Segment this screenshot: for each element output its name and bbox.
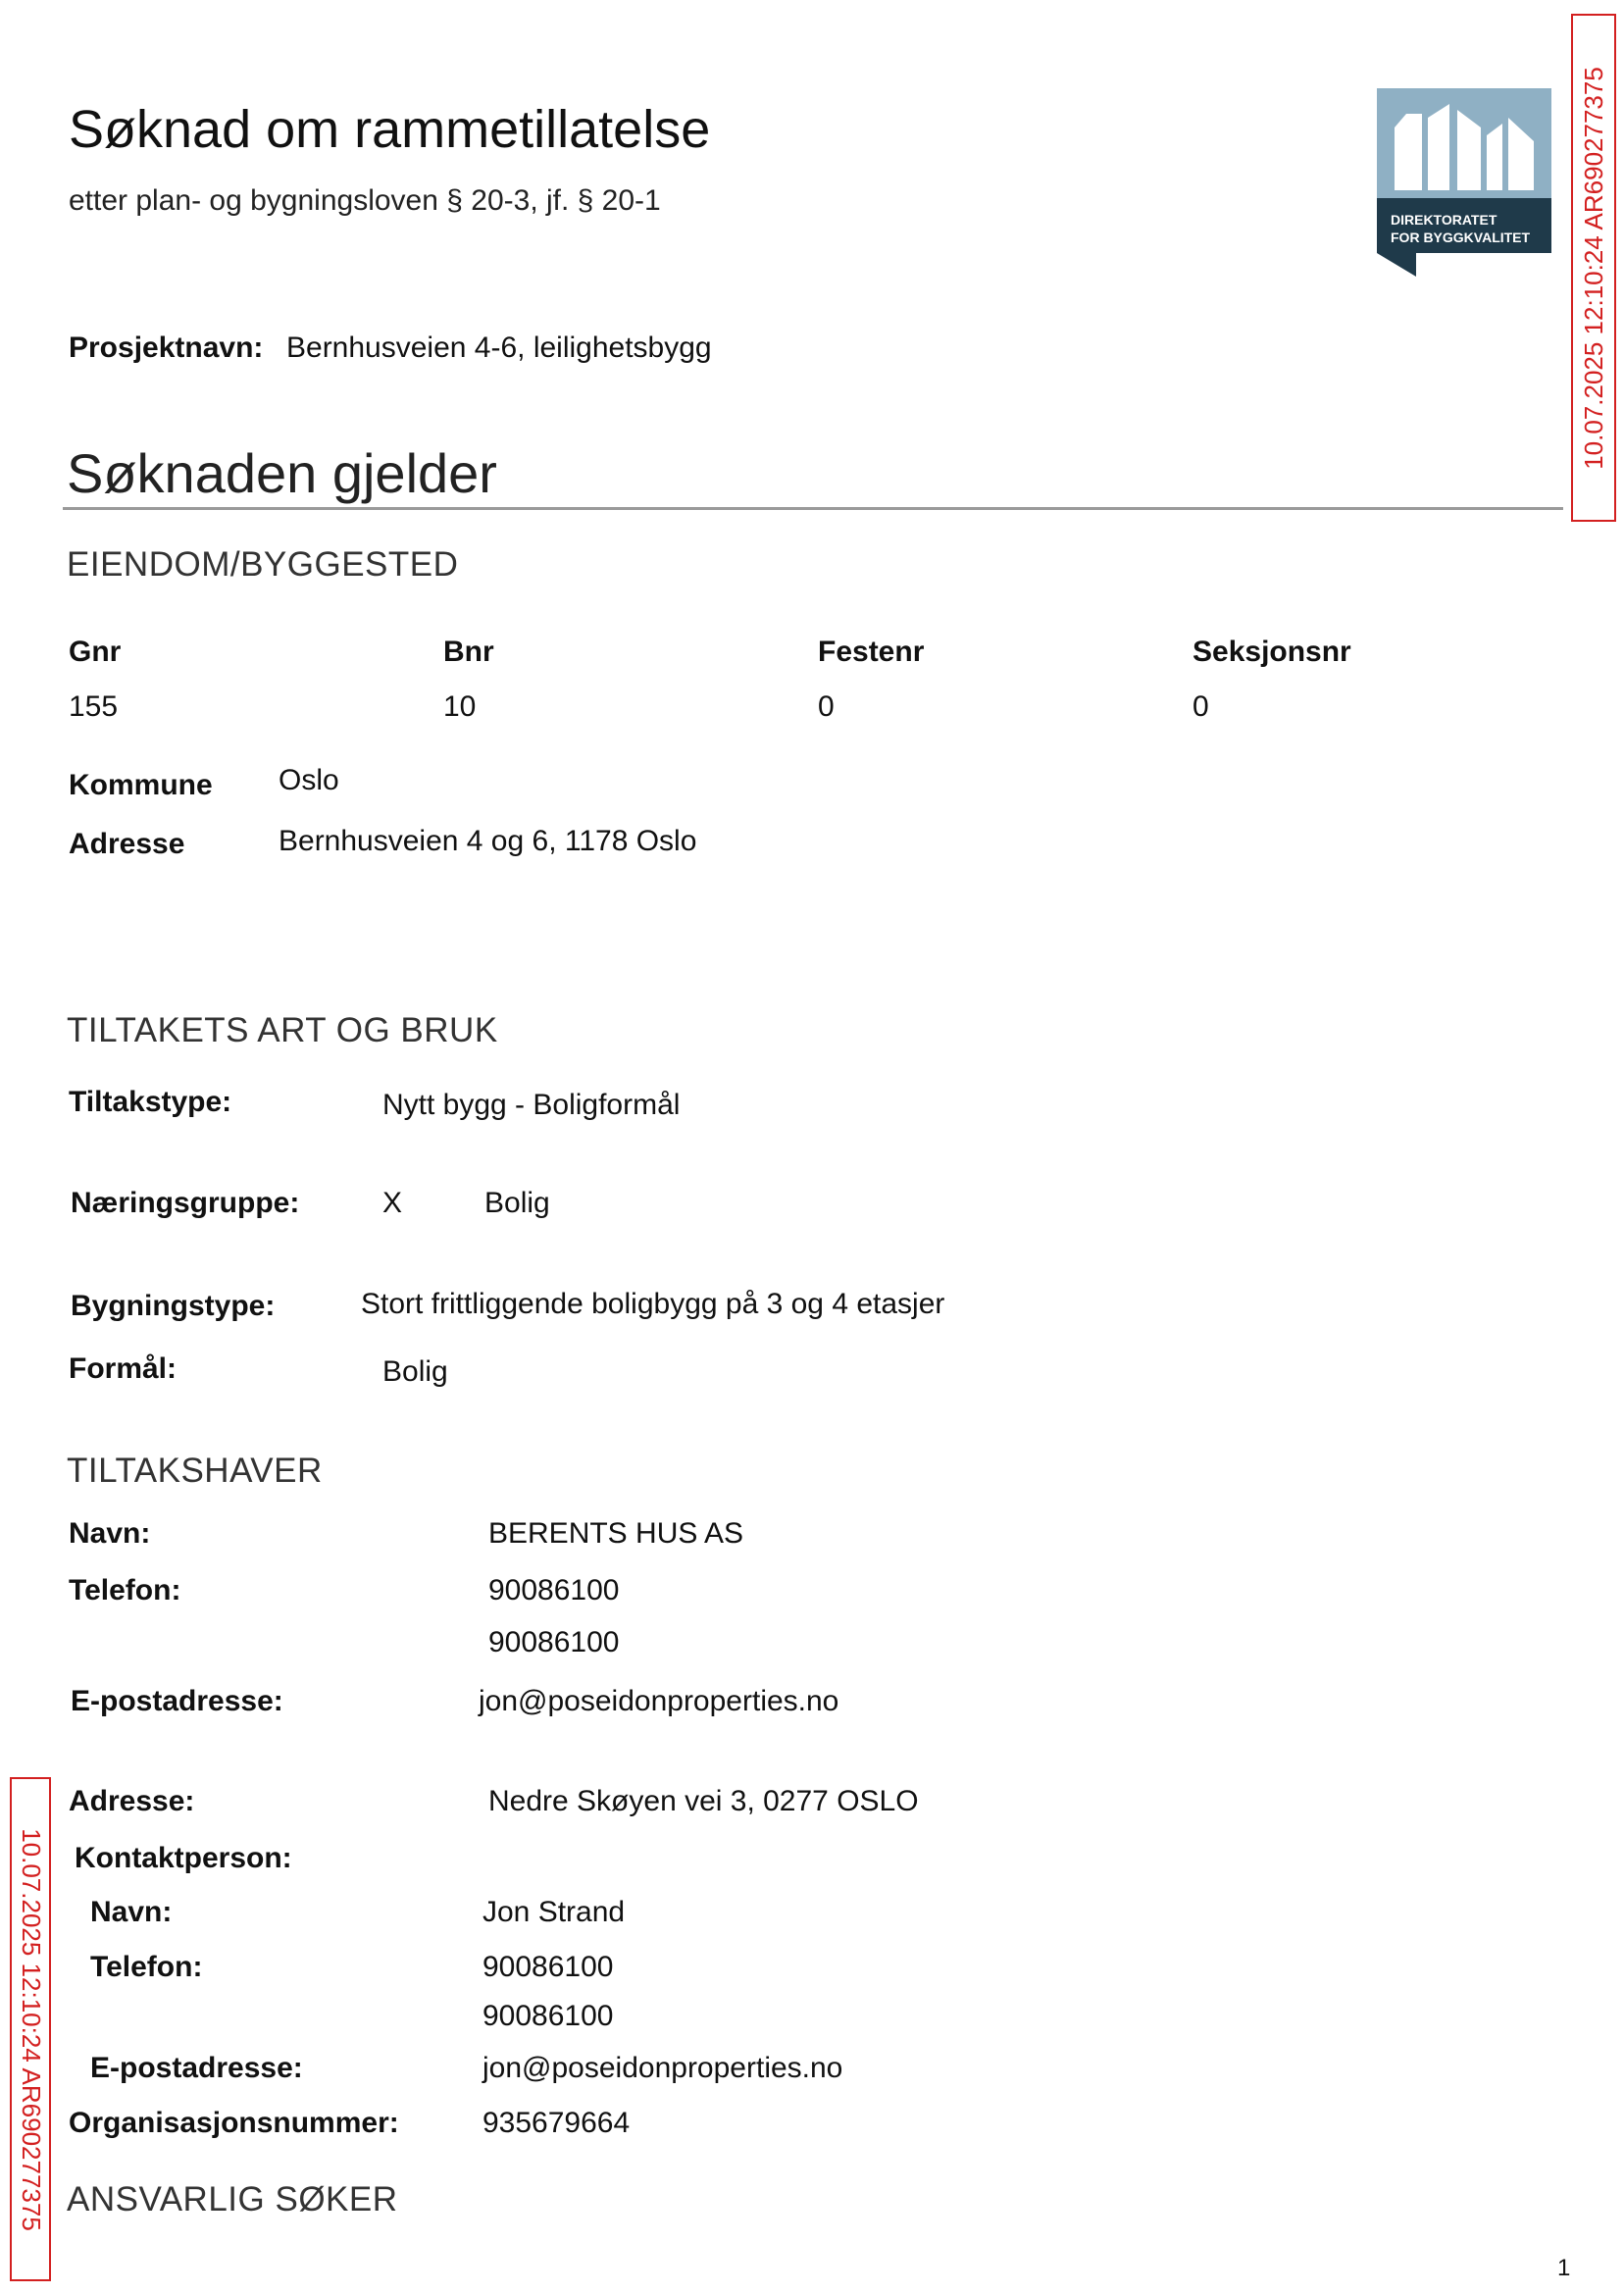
orgnr-label: Organisasjonsnummer:	[69, 2107, 399, 2139]
orgnr-value: 935679664	[482, 2107, 631, 2139]
section-divider	[63, 507, 1563, 510]
tiltakshaver-telefon1: 90086100	[488, 1574, 620, 1606]
kontakt-epost-label: E-postadresse:	[90, 2052, 303, 2084]
seksjonsnr-label: Seksjonsnr	[1193, 636, 1351, 668]
kontakt-navn-value: Jon Strand	[482, 1896, 626, 1928]
dibk-logo-graphic	[1377, 88, 1551, 277]
eiendom-heading: EIENDOM/BYGGESTED	[67, 545, 459, 584]
document-title: Søknad om rammetillatelse	[69, 100, 711, 159]
timestamp-stamp-left	[10, 1777, 51, 2281]
bnr-value: 10	[443, 690, 477, 723]
formal-value: Bolig	[382, 1355, 448, 1388]
adresse-value: Bernhusveien 4 og 6, 1178 Oslo	[279, 825, 697, 857]
kommune-value: Oslo	[279, 764, 339, 796]
kontaktperson-label: Kontaktperson:	[75, 1842, 292, 1874]
bygningstype-value: Stort frittliggende boligbygg på 3 og 4 etasjer	[361, 1288, 945, 1320]
tiltakstype-label: Tiltakstype:	[69, 1086, 232, 1118]
kontakt-telefon-label: Telefon:	[90, 1951, 203, 1983]
tiltakshaver-adresse-label: Adresse:	[69, 1785, 195, 1817]
section-title: Søknaden gjelder	[67, 442, 497, 504]
adresse-label: Adresse	[69, 828, 185, 860]
kontakt-navn-label: Navn:	[90, 1896, 173, 1928]
dibk-logo	[1377, 88, 1551, 277]
kommune-label: Kommune	[69, 769, 213, 801]
bygningstype-label: Bygningstype:	[71, 1290, 276, 1322]
project-name-label: Prosjektnavn:	[69, 331, 264, 364]
tiltak-heading: TILTAKETS ART OG BRUK	[67, 1011, 498, 1049]
tiltakshaver-epost-value: jon@poseidonproperties.no	[479, 1685, 839, 1717]
seksjonsnr-value: 0	[1193, 690, 1209, 723]
kontakt-telefon2: 90086100	[482, 2000, 614, 2032]
logo-text-line1: DIREKTORATET	[1391, 212, 1497, 228]
tiltakshaver-telefon-label: Telefon:	[69, 1574, 181, 1606]
project-name-value: Bernhusveien 4-6, leilighetsbygg	[286, 331, 712, 364]
kontakt-epost-value: jon@poseidonproperties.no	[482, 2052, 843, 2084]
page-number: 1	[1557, 2255, 1571, 2281]
tiltakshaver-adresse-value: Nedre Skøyen vei 3, 0277 OSLO	[488, 1785, 919, 1817]
kontakt-telefon1: 90086100	[482, 1951, 614, 1983]
ansvarlig-soker-heading: ANSVARLIG SØKER	[67, 2180, 398, 2218]
tiltakshaver-telefon2: 90086100	[488, 1626, 620, 1658]
logo-text-line2: FOR BYGGKVALITET	[1391, 229, 1531, 245]
formal-label: Formål:	[69, 1352, 178, 1385]
timestamp-stamp-right-text: 10.07.2025 12:10:24 AR690277375	[1578, 66, 1608, 470]
gnr-label: Gnr	[69, 636, 122, 668]
naeringsgruppe-label: Næringsgruppe:	[71, 1187, 300, 1219]
timestamp-stamp-right	[1571, 14, 1616, 522]
bnr-label: Bnr	[443, 636, 494, 668]
tiltakshaver-heading: TILTAKSHAVER	[67, 1452, 323, 1490]
festenr-value: 0	[818, 690, 835, 723]
gnr-value: 155	[69, 690, 119, 723]
tiltakshaver-epost-label: E-postadresse:	[71, 1685, 283, 1717]
timestamp-stamp-left-text: 10.07.2025 12:10:24 AR690277375	[16, 1827, 46, 2231]
naeringsgruppe-code: X	[382, 1187, 403, 1219]
tiltakshaver-navn-label: Navn:	[69, 1517, 151, 1550]
naeringsgruppe-value: Bolig	[484, 1187, 550, 1219]
tiltakstype-value: Nytt bygg - Boligformål	[382, 1089, 681, 1121]
tiltakshaver-navn-value: BERENTS HUS AS	[488, 1517, 744, 1550]
document-subtitle: etter plan- og bygningsloven § 20-3, jf. § 20-1	[69, 184, 661, 217]
festenr-label: Festenr	[818, 636, 925, 668]
